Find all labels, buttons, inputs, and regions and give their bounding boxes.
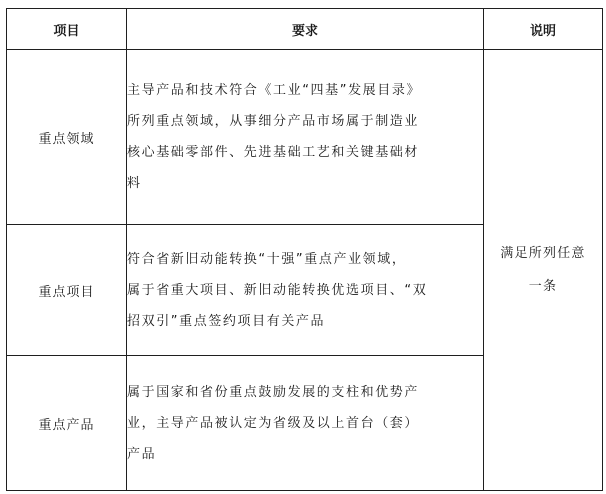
header-row	[7, 9, 603, 50]
requirement-line: 产品	[127, 446, 157, 462]
table-row	[7, 50, 603, 225]
row-note	[484, 50, 603, 491]
header-item: 项目	[7, 9, 127, 50]
requirement-line: 所列重点领域，从事细分产品市场属于制造业	[127, 114, 420, 129]
requirement-line: 符合省新旧动能转换“十强”重点产业领域，	[127, 251, 407, 267]
row-requirement	[127, 50, 484, 225]
requirement-line: 核心基础零部件、先进基础工艺和关键基础材	[127, 145, 420, 160]
requirement-line: 业，主导产品被认定为省级及以上首台（套）	[127, 415, 420, 431]
row-requirement	[127, 225, 484, 356]
row-requirement	[127, 356, 484, 491]
row-item: 重点产品	[7, 356, 127, 491]
requirement-line: 料	[127, 176, 142, 191]
header-requirement: 要求	[127, 9, 484, 50]
requirements-table	[6, 8, 603, 491]
row-item: 重点项目	[7, 225, 127, 356]
requirement-line: 属于省重大项目、新旧动能转换优选项目、“双	[127, 282, 428, 298]
requirement-line: 招双引”重点签约项目有关产品	[127, 313, 326, 329]
requirement-line: 属于国家和省份重点鼓励发展的支柱和优势产	[127, 384, 420, 400]
row-item: 重点领域	[7, 50, 127, 225]
requirement-line: 主导产品和技术符合《工业“四基”发展目录》	[127, 83, 422, 98]
header-note: 说明	[484, 9, 603, 50]
note-line: 满足所列任意	[500, 246, 586, 261]
note-line: 一条	[528, 279, 558, 294]
